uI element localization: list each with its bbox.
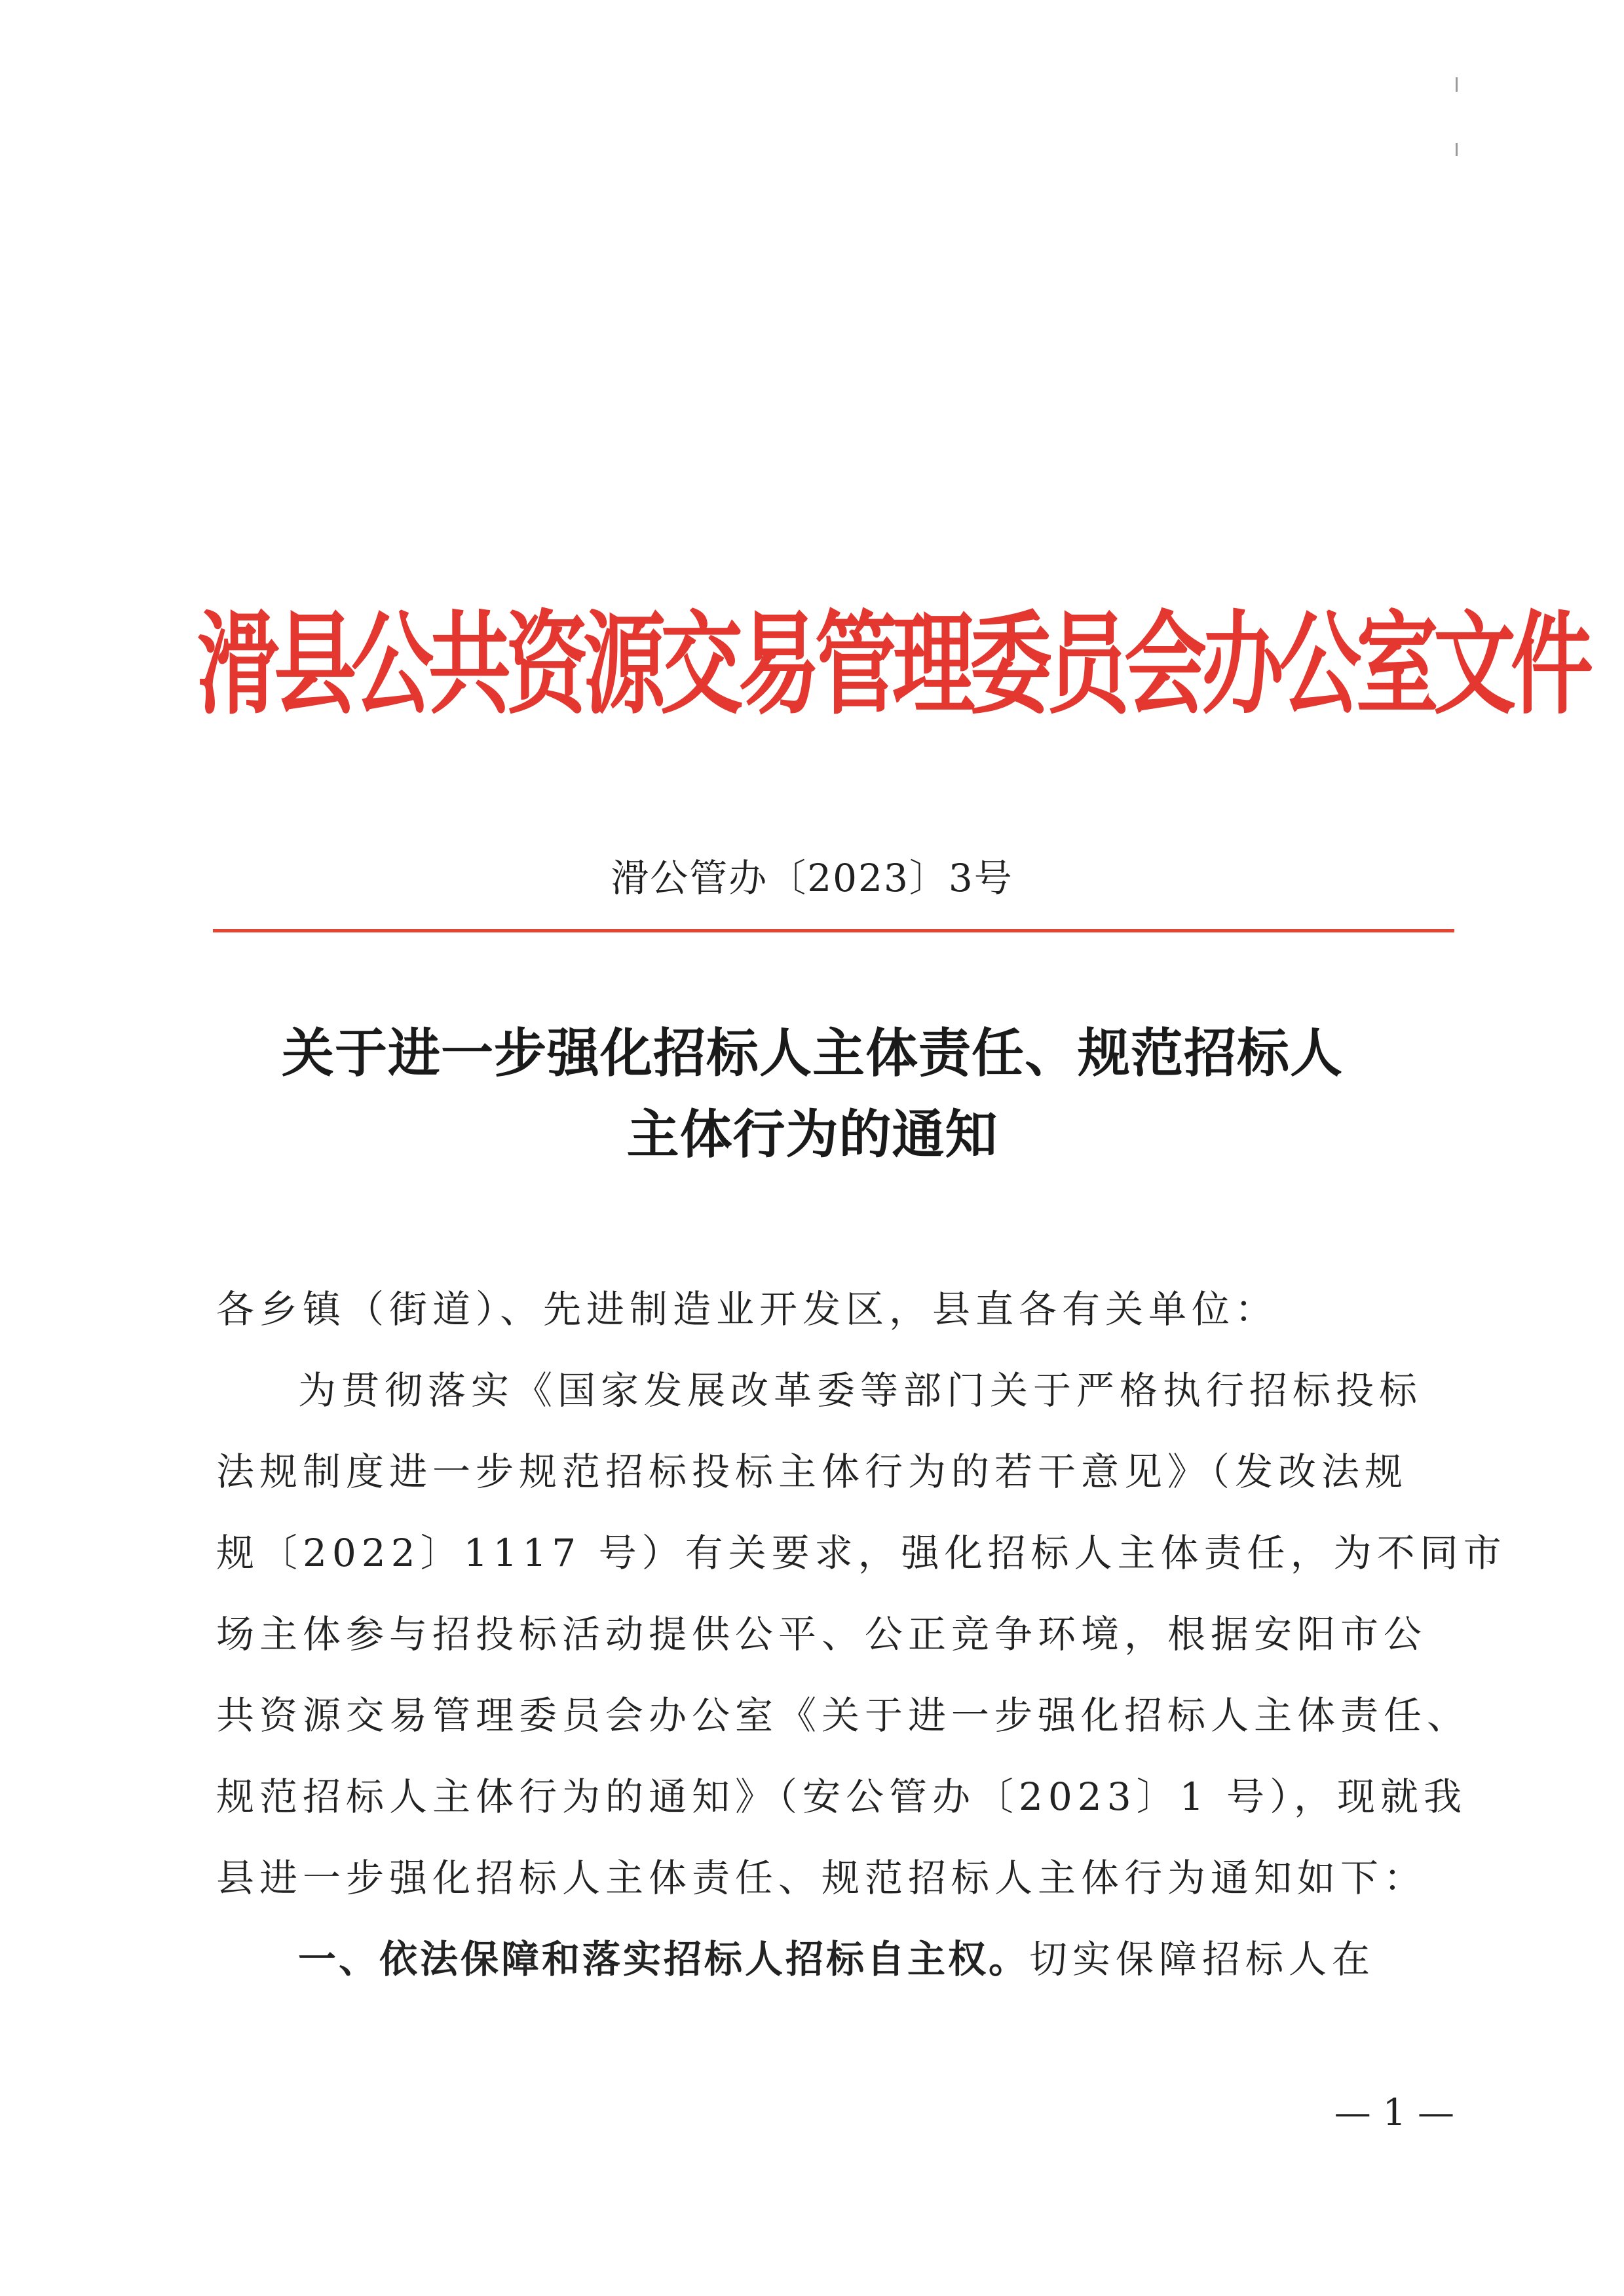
section-1-text: 切实保障招标人在 — [1029, 1937, 1376, 1981]
paragraph-line: 为贯彻落实《国家发展改革委等部门关于严格执行招标投标 — [298, 1368, 1423, 1413]
paragraph-line: 规〔2022〕1117 号）有关要求，强化招标人主体责任，为不同市 — [216, 1531, 1507, 1575]
page-number: — 1 — — [1334, 2092, 1454, 2134]
section-1-heading: 一、依法保障和落实招标人招标自主权。 — [298, 1937, 1030, 1981]
scan-mark — [1456, 77, 1458, 92]
section-1-line — [298, 1933, 1448, 1985]
masthead-title: 滑县公共资源交易管理委员会办公室文件 — [197, 600, 1588, 730]
document-number: 滑公管办〔2023〕3号 — [611, 856, 1013, 900]
salutation: 各乡镇（街道）、先进制造业开发区，县直各有关单位： — [216, 1287, 1279, 1331]
notice-title-line-1: 关于进一步强化招标人主体责任、规范招标人 — [282, 1023, 1343, 1084]
paragraph-line: 法规制度进一步规范招标投标主体行为的若干意见》（发改法规 — [216, 1449, 1408, 1494]
notice-title-line-2: 主体行为的通知 — [626, 1104, 998, 1165]
paragraph-line: 规范招标人主体行为的通知》（安公管办〔2023〕1 号），现就我 — [216, 1774, 1467, 1819]
scan-mark — [1456, 143, 1458, 156]
paragraph-line: 县进一步强化招标人主体责任、规范招标人主体行为通知如下： — [216, 1856, 1427, 1900]
red-divider-line — [213, 929, 1454, 932]
paragraph-line: 场主体参与招投标活动提供公平、公正竞争环境，根据安阳市公 — [216, 1612, 1427, 1656]
paragraph-line: 共资源交易管理委员会办公室《关于进一步强化招标人主体责任、 — [216, 1693, 1471, 1738]
